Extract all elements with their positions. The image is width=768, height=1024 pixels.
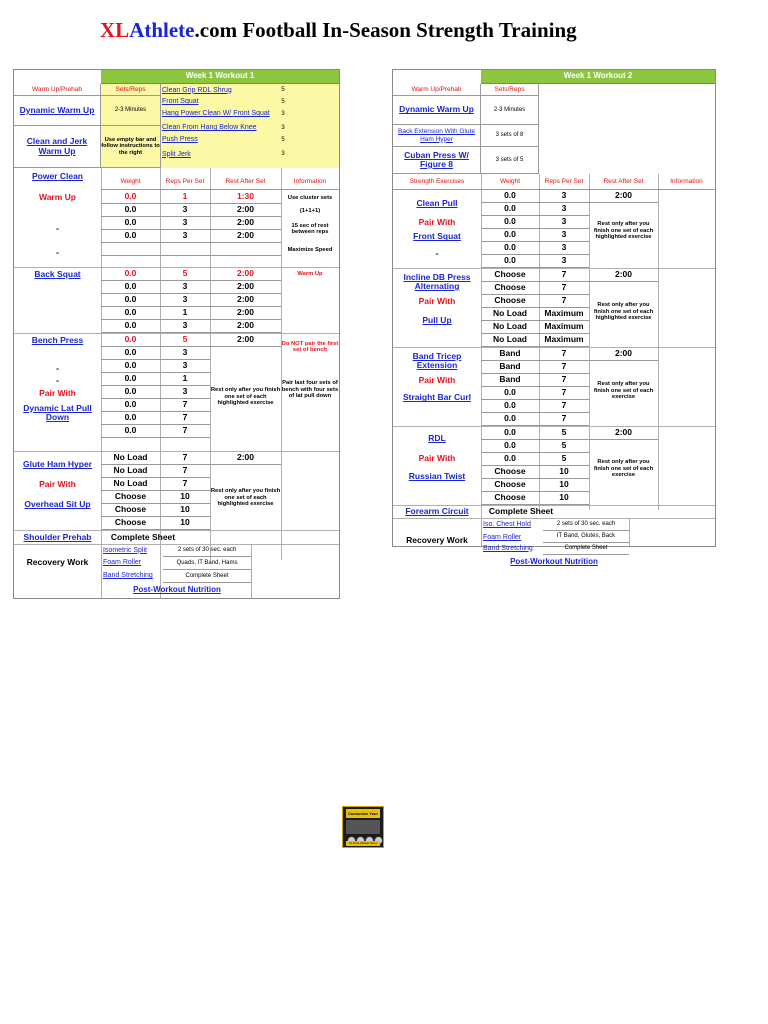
rdl-reps: 5 xyxy=(539,453,589,466)
front-squat-link[interactable]: Front Squat xyxy=(413,231,461,242)
tri-reps: 7 xyxy=(539,361,589,374)
band-tricep-extension-link[interactable]: Band Tricep Extension xyxy=(412,350,462,370)
rdl-reps: 5 xyxy=(539,440,589,453)
tri-rest: 2:00 xyxy=(589,348,658,361)
workout-1-sheet xyxy=(13,69,340,599)
bench-rest-note: Rest only after you finish one set of each highlighted exercise xyxy=(210,387,281,407)
clean-pull-pair-with: Pair With xyxy=(418,216,456,227)
bp-weight[interactable]: 0.0 xyxy=(101,360,160,373)
back-squat-info: Warm Up xyxy=(297,271,323,278)
bench-info-no-pair: Do NOT pair the first set of bench xyxy=(281,340,339,353)
col-reps-per-set: Reps Per Set xyxy=(160,174,210,190)
page-title xyxy=(100,18,577,43)
tri-reps: 7 xyxy=(539,413,589,426)
shoulder-prehab-link[interactable]: Shoulder Prehab xyxy=(23,531,92,542)
cuban-press-value: 3 sets of 5 xyxy=(481,147,539,174)
cp-reps: 3 xyxy=(539,242,589,255)
title-rest: .com Football In-Season Strength Training xyxy=(194,18,577,42)
forearm-circuit-value: Complete Sheet xyxy=(488,506,554,517)
grid-line xyxy=(251,544,252,598)
rdl-reps: 10 xyxy=(539,466,589,479)
cp-reps: 3 xyxy=(539,255,589,268)
rdl-weight[interactable]: 0.0 xyxy=(481,427,539,440)
pc-rest: 2:00 xyxy=(210,217,281,230)
dash-marker: - xyxy=(56,222,59,233)
cp-reps: 3 xyxy=(539,216,589,229)
inc-weight[interactable]: Choose xyxy=(481,282,539,295)
post-workout-nutrition-link[interactable]: Post-Workout Nutrition xyxy=(133,585,221,595)
bp-reps: 3 xyxy=(160,347,210,360)
dash-marker: - xyxy=(56,375,59,385)
inc-reps: 7 xyxy=(539,295,589,308)
iso-chest-hold-value: 2 sets of 30 sec. each xyxy=(543,519,629,531)
col-reps-per-set: Reps Per Set xyxy=(539,174,589,190)
glute-pair-with: Pair With xyxy=(39,478,76,489)
tri-reps: 7 xyxy=(539,387,589,400)
drill-reps: 5 xyxy=(281,136,285,143)
foam-roller-value: Quads, IT Band, Hams xyxy=(163,557,251,570)
glute-rest-note: Rest only after you finish one set of each highlighted exercise xyxy=(210,488,281,508)
gh-weight[interactable]: Choose xyxy=(101,491,160,504)
cp-reps: 3 xyxy=(539,229,589,242)
cp-weight[interactable]: 0.0 xyxy=(481,255,539,268)
bs-weight[interactable]: 0.0 xyxy=(101,294,160,307)
bp-reps: 3 xyxy=(160,386,210,399)
drill-front-squat[interactable]: Front Squat xyxy=(162,98,199,106)
bs-weight[interactable]: 0.0 xyxy=(101,320,160,333)
incline-db-press-link[interactable]: Incline DB Press Alternating xyxy=(403,271,471,291)
gh-weight[interactable]: No Load xyxy=(101,478,160,491)
iso-chest-hold-link[interactable]: Iso. Chest Hold xyxy=(483,520,531,528)
pc-rest: 2:00 xyxy=(210,230,281,243)
clean-pull-rest-note: Rest only after you finish one set of each highlighted exercise xyxy=(593,221,654,241)
drill-reps: 3 xyxy=(281,124,285,131)
gh-weight[interactable]: No Load xyxy=(101,452,160,465)
drill-reps: 5 xyxy=(281,98,285,105)
bs-rest: 2:00 xyxy=(210,281,281,294)
incline-pair-with: Pair With xyxy=(418,295,456,306)
rdl-reps: 10 xyxy=(539,492,589,505)
pc-info-rest: 15 sec of rest between reps xyxy=(291,222,329,235)
inc-weight[interactable]: Choose xyxy=(481,295,539,308)
tricep-rest-note: Rest only after you finish one set of each exercise xyxy=(593,381,654,401)
empty-row xyxy=(101,243,281,256)
workout-2-header: Week 1 Workout 2 xyxy=(481,70,715,84)
bp-weight[interactable]: 0.0 xyxy=(101,399,160,412)
bs-reps: 3 xyxy=(160,294,210,307)
gh-reps: 10 xyxy=(160,504,210,517)
dash-marker: - xyxy=(56,246,59,257)
back-extension-value: 3 sets of 8 xyxy=(481,125,539,147)
bs-weight[interactable]: 0.0 xyxy=(101,281,160,294)
inc-rest: 2:00 xyxy=(589,269,658,282)
cp-reps: 3 xyxy=(539,190,589,203)
inc-weight[interactable]: Choose xyxy=(481,269,539,282)
bp-weight[interactable]: 0.0 xyxy=(101,386,160,399)
bp-weight[interactable]: 0.0 xyxy=(101,425,160,438)
inc-reps: Maximum xyxy=(539,321,589,334)
bp-reps: 7 xyxy=(160,399,210,412)
col-sets-reps: Sets/Reps xyxy=(481,84,539,96)
tri-weight[interactable]: Band xyxy=(481,374,539,387)
tricep-pair-with: Pair With xyxy=(418,374,456,385)
band-stretching-value: Complete Sheet xyxy=(163,570,251,583)
bs-reps: 5 xyxy=(160,268,210,281)
col-weight: Weight xyxy=(101,174,160,190)
inc-weight[interactable]: No Load xyxy=(481,308,539,321)
gh-reps: 7 xyxy=(160,452,210,465)
drill-hang-power-clean-front-squat[interactable]: Hang Power Clean W/ Front Squat xyxy=(162,110,270,118)
drill-reps: 3 xyxy=(281,151,285,158)
rdl-rest: 2:00 xyxy=(589,427,658,440)
dynamic-lat-pull-down-link[interactable]: Dynamic Lat Pull Down xyxy=(23,402,92,422)
rdl-link[interactable]: RDL xyxy=(428,433,446,444)
col-rest-after-set: Rest After Set xyxy=(210,174,281,190)
inc-reps: Maximum xyxy=(539,308,589,321)
pc-info-speed: Maximize Speed xyxy=(287,246,333,253)
rdl-pair-with: Pair With xyxy=(418,452,456,463)
gh-rest: 2:00 xyxy=(210,452,281,465)
rdl-weight[interactable]: Choose xyxy=(481,492,539,505)
tri-weight[interactable]: 0.0 xyxy=(481,413,539,426)
dynamic-warm-up-time: 2-3 Minutes xyxy=(101,96,160,126)
bp-weight[interactable]: 0.0 xyxy=(101,334,160,347)
tri-reps: 7 xyxy=(539,348,589,361)
gh-reps: 7 xyxy=(160,478,210,491)
bp-weight[interactable]: 0.0 xyxy=(101,412,160,425)
col-information: Information xyxy=(658,174,715,190)
inc-weight[interactable]: No Load xyxy=(481,321,539,334)
workout-2-sheet xyxy=(392,69,716,552)
incline-rest-note: Rest only after you finish one set of each highlighted exercise xyxy=(593,302,654,322)
pc-weight[interactable]: 0.0 xyxy=(101,217,160,230)
tri-reps: 7 xyxy=(539,374,589,387)
bp-reps: 7 xyxy=(160,425,210,438)
straight-bar-curl-link[interactable]: Straight Bar Curl xyxy=(402,392,471,403)
band-stretching-value: Complete Sheet xyxy=(543,543,629,555)
bs-rest: 2:00 xyxy=(210,320,281,333)
customize-gym-logo[interactable] xyxy=(342,806,384,848)
bp-weight[interactable]: 0.0 xyxy=(101,347,160,360)
col-sets-reps: Sets/Reps xyxy=(101,84,160,96)
gh-weight[interactable]: Choose xyxy=(101,504,160,517)
pc-info-cluster-scheme: (1+1+1) xyxy=(299,207,321,214)
pull-up-link[interactable]: Pull Up xyxy=(422,315,452,326)
rdl-rest-note: Rest only after you finish one set of each exercise xyxy=(593,459,654,479)
glute-ham-hyper-link[interactable]: Glute Ham Hyper xyxy=(23,459,92,470)
bs-weight[interactable]: 0.0 xyxy=(101,268,160,281)
bench-info-pair: Pair last four sets of bench with four sets of lat pull down xyxy=(281,380,339,400)
rdl-weight[interactable]: Choose xyxy=(481,466,539,479)
bs-rest: 2:00 xyxy=(210,294,281,307)
col-warmup-prehab: Warm Up/Prehab xyxy=(14,84,101,96)
tri-weight[interactable]: 0.0 xyxy=(481,400,539,413)
drill-push-press[interactable]: Push Press xyxy=(162,136,198,144)
tri-weight[interactable]: 0.0 xyxy=(481,387,539,400)
dynamic-warm-up-link[interactable]: Dynamic Warm Up xyxy=(14,96,101,126)
inc-reps: 7 xyxy=(539,282,589,295)
foam-roller-link[interactable]: Foam Roller xyxy=(103,559,142,567)
pc-reps: 3 xyxy=(160,204,210,217)
col-warmup-prehab: Warm Up/Prehab xyxy=(393,84,481,96)
col-rest-after-set: Rest After Set xyxy=(589,174,658,190)
inc-reps: Maximum xyxy=(539,334,589,347)
col-weight: Weight xyxy=(481,174,539,190)
bs-weight[interactable]: 0.0 xyxy=(101,307,160,320)
cp-weight[interactable]: 0.0 xyxy=(481,203,539,216)
pc-weight[interactable]: 0.0 xyxy=(101,204,160,217)
bp-weight[interactable]: 0.0 xyxy=(101,373,160,386)
col-information: Information xyxy=(281,174,339,190)
cuban-press-link[interactable]: Cuban Press W/ Figure 8 xyxy=(393,147,481,174)
drill-reps: 3 xyxy=(281,110,285,117)
bs-rest: 2:00 xyxy=(210,307,281,320)
band-stretching-link[interactable]: Band Stretching xyxy=(103,572,153,580)
cp-weight[interactable]: 0.0 xyxy=(481,242,539,255)
tri-reps: 7 xyxy=(539,400,589,413)
power-clean-link[interactable]: Power Clean xyxy=(31,171,84,182)
bp-reps: 1 xyxy=(160,373,210,386)
foam-roller-link[interactable]: Foam Roller xyxy=(483,533,522,541)
clean-and-jerk-note: Use empty bar and follow instructions to the right xyxy=(101,126,160,168)
bs-reps: 3 xyxy=(160,320,210,333)
workout-1-header: Week 1 Workout 1 xyxy=(101,70,339,84)
rdl-reps: 10 xyxy=(539,479,589,492)
title-xl: XL xyxy=(100,18,130,42)
pc-rest: 1:30 xyxy=(210,191,281,204)
title-athlete: Athlete xyxy=(129,18,195,42)
bp-rest: 2:00 xyxy=(210,334,281,347)
pc-reps: 1 xyxy=(160,191,210,204)
cp-weight[interactable]: 0.0 xyxy=(481,216,539,229)
tri-weight[interactable]: Band xyxy=(481,361,539,374)
clean-and-jerk-warm-up-link[interactable]: Clean and Jerk Warm Up xyxy=(14,126,101,168)
bp-reps: 3 xyxy=(160,360,210,373)
bp-reps: 5 xyxy=(160,334,210,347)
dash-marker: - xyxy=(435,248,439,258)
cp-reps: 3 xyxy=(539,203,589,216)
drill-clean-grip-rdl-shrug[interactable]: Clean Grip RDL Shrug xyxy=(162,86,232,94)
dynamic-warm-up-link[interactable]: Dynamic Warm Up xyxy=(393,96,481,125)
band-stretching-link[interactable]: Band Stretching xyxy=(483,544,533,552)
rdl-weight[interactable]: 0.0 xyxy=(481,453,539,466)
pc-reps: 3 xyxy=(160,217,210,230)
pc-weight[interactable]: 0.0 xyxy=(101,230,160,243)
cp-rest: 2:00 xyxy=(589,190,658,203)
dash-marker: - xyxy=(56,363,59,373)
post-workout-nutrition-link[interactable]: Post-Workout Nutrition xyxy=(510,556,598,566)
grid-line xyxy=(658,174,659,510)
pc-weight[interactable]: 0.0 xyxy=(101,191,160,204)
recovery-work-label: Recovery Work xyxy=(406,535,468,546)
gh-weight[interactable]: No Load xyxy=(101,465,160,478)
inc-weight[interactable]: No Load xyxy=(481,334,539,347)
inc-reps: 7 xyxy=(539,269,589,282)
rdl-weight[interactable]: 0.0 xyxy=(481,440,539,453)
pc-reps: 3 xyxy=(160,230,210,243)
drill-reps: 5 xyxy=(281,87,285,94)
forearm-circuit-link[interactable]: Forearm Circuit xyxy=(405,506,469,517)
back-squat-link[interactable]: Back Squat xyxy=(34,268,81,279)
bs-reps: 1 xyxy=(160,307,210,320)
logo-image xyxy=(346,820,380,834)
pc-info-cluster: Use cluster sets xyxy=(287,194,333,201)
logo-bottom-text: XL Plus Athlete Store xyxy=(346,841,380,846)
drill-split-jerk[interactable]: Split Jerk xyxy=(162,150,191,158)
gh-weight[interactable]: Choose xyxy=(101,517,160,530)
isometric-split-link[interactable]: Isometric Split xyxy=(103,546,147,554)
isometric-split-value: 2 sets of 30 sec. each xyxy=(163,545,251,557)
cp-weight[interactable]: 0.0 xyxy=(481,229,539,242)
shoulder-prehab-value: Complete Sheet xyxy=(110,531,176,542)
rdl-reps: 5 xyxy=(539,427,589,440)
pc-rest: 2:00 xyxy=(210,204,281,217)
logo-top-text: Customize Your xyxy=(347,811,379,816)
drill-clean-from-hang[interactable]: Clean From Hang Below Knee xyxy=(162,124,257,132)
bench-pair-with: Pair With xyxy=(39,387,76,398)
bs-rest: 2:00 xyxy=(210,268,281,281)
clean-pull-link[interactable]: Clean Pull xyxy=(416,198,458,209)
rdl-weight[interactable]: Choose xyxy=(481,479,539,492)
gh-reps: 10 xyxy=(160,517,210,530)
grid-line xyxy=(629,518,630,546)
bp-reps: 7 xyxy=(160,412,210,425)
gh-reps: 10 xyxy=(160,491,210,504)
cp-weight[interactable]: 0.0 xyxy=(481,190,539,203)
back-extension-link[interactable]: Back Extension With Glute Ham Hyper xyxy=(393,125,481,147)
bs-reps: 3 xyxy=(160,281,210,294)
power-clean-warm-up: Warm Up xyxy=(39,191,76,202)
gh-reps: 7 xyxy=(160,465,210,478)
recovery-work-label: Recovery Work xyxy=(26,557,89,568)
tri-weight[interactable]: Band xyxy=(481,348,539,361)
foam-roller-value: IT Band, Glutes, Back xyxy=(543,531,629,543)
dynamic-warm-up-time: 2-3 Minutes xyxy=(481,96,539,125)
bench-press-link[interactable]: Bench Press xyxy=(31,334,84,345)
overhead-sit-up-link[interactable]: Overhead Sit Up xyxy=(24,499,91,510)
russian-twist-link[interactable]: Russian Twist xyxy=(408,471,466,482)
col-strength-exercises: Strength Exercises xyxy=(393,174,481,190)
